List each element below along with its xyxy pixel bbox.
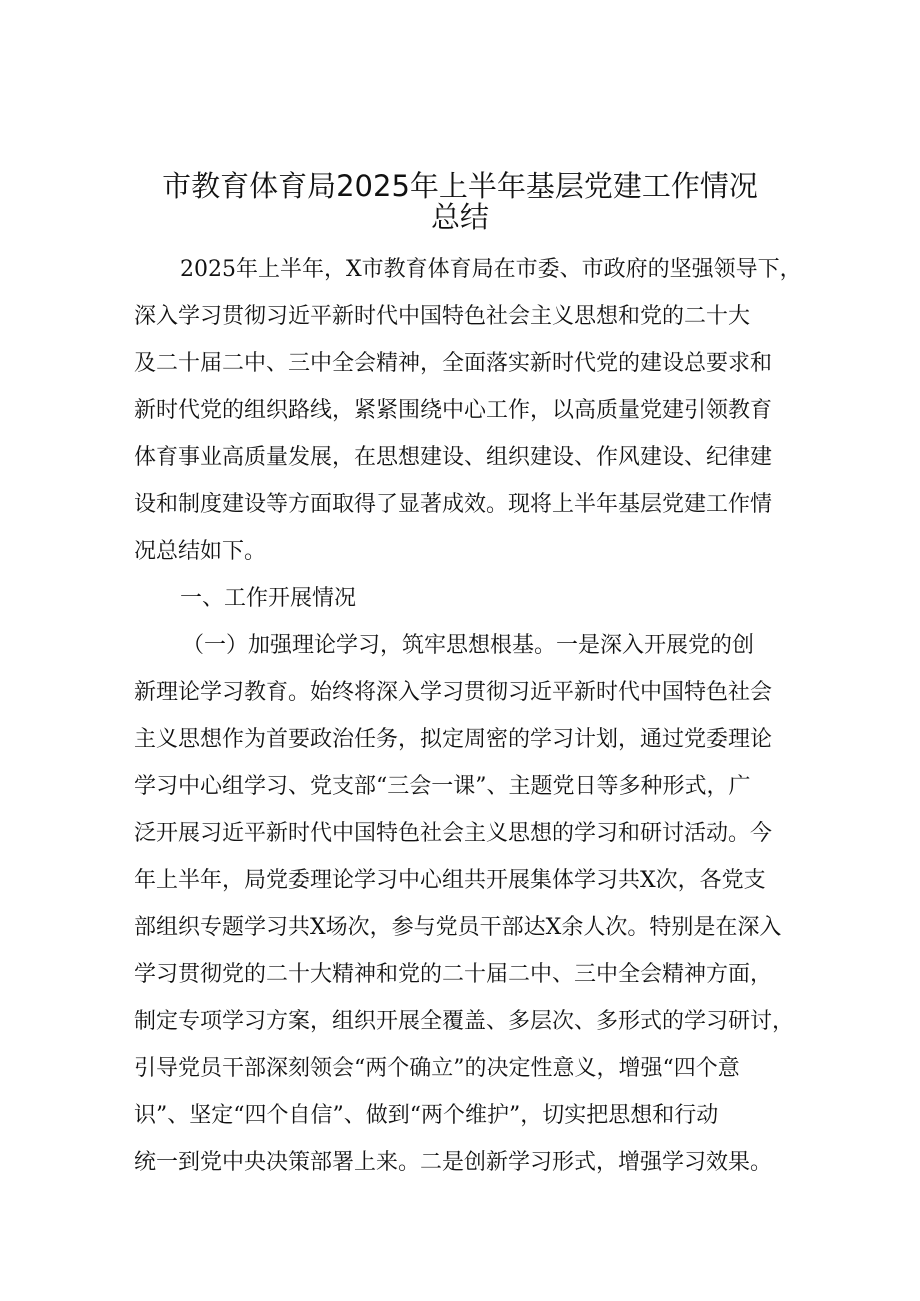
paragraph-line: 主义思想作为首要政治任务，拟定周密的学习计划，通过党委理论 bbox=[134, 727, 773, 752]
paragraph-line: 泛开展习近平新时代中国特色社会主义思想的学习和研讨活动。今 bbox=[134, 821, 773, 846]
paragraph-line: 体育事业高质量发展，在思想建设、组织建设、作风建设、纪律建 bbox=[134, 445, 773, 470]
paragraph-line: 况总结如下。 bbox=[134, 539, 267, 564]
document-title-continued: 总结 bbox=[430, 200, 489, 234]
paragraph-line: 设和制度建设等方面取得了显著成效。现将上半年基层党建工作情 bbox=[134, 492, 773, 517]
paragraph-line: 制定专项学习方案，组织开展全覆盖、多层次、多形式的学习研讨， bbox=[134, 1009, 795, 1034]
subsection-heading-line: （一）加强理论学习，筑牢思想根基。一是深入开展党的创 bbox=[182, 633, 755, 658]
paragraph-line: 学习贯彻党的二十大精神和党的二十届二中、三中全会精神方面， bbox=[134, 962, 773, 987]
paragraph-line: 识”、坚定“四个自信”、做到“两个维护”，切实把思想和行动 bbox=[134, 1103, 719, 1128]
document-title: 市教育体育局2025年上半年基层党建工作情况 bbox=[162, 169, 758, 203]
paragraph-line: 深入学习贯彻习近平新时代中国特色社会主义思想和党的二十大 bbox=[134, 304, 751, 329]
paragraph-line: 新时代党的组织路线，紧紧围绕中心工作，以高质量党建引领教育 bbox=[134, 398, 773, 423]
paragraph-line: 统一到党中央决策部署上来。二是创新学习形式，增强学习效果。 bbox=[134, 1150, 773, 1175]
paragraph-line: 2025年上半年，X市教育体育局在市委、市政府的坚强领导下， bbox=[180, 257, 802, 282]
section-heading: 一、工作开展情况 bbox=[180, 586, 357, 611]
paragraph-line: 学习中心组学习、党支部“三会一课”、主题党日等多种形式，广 bbox=[134, 774, 751, 799]
paragraph-line: 及二十届二中、三中全会精神，全面落实新时代党的建设总要求和 bbox=[134, 351, 773, 376]
paragraph-line: 部组织专题学习共X场次，参与党员干部达X余人次。特别是在深入 bbox=[134, 915, 782, 940]
paragraph-line: 引导党员干部深刻领会“两个确立”的决定性意义，增强“四个意 bbox=[134, 1056, 740, 1081]
paragraph-line: 年上半年，局党委理论学习中心组共开展集体学习共X次，各党支 bbox=[134, 868, 766, 893]
paragraph-line: 新理论学习教育。始终将深入学习贯彻习近平新时代中国特色社会 bbox=[134, 680, 773, 705]
